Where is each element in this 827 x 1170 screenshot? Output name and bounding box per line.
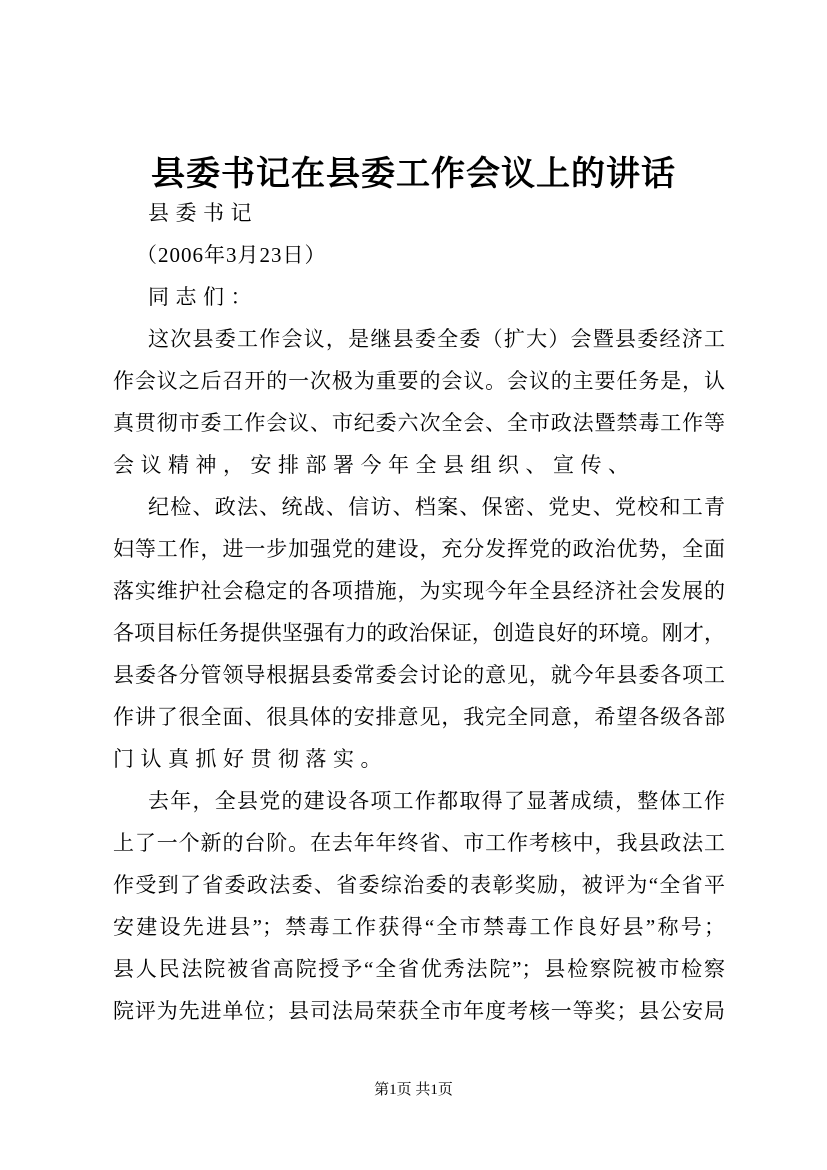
paragraph-line: 作讲了很全面、很具体的安排意见，我完全同意，希望各级各部 — [113, 705, 725, 729]
paragraph-line: 纪检、政法、统战、信访、档案、保密、党史、党校和工青 — [148, 495, 725, 519]
document-title: 县委书记在县委工作会议上的讲话 — [151, 156, 676, 193]
paragraph-line: 落实维护社会稳定的各项措施，为实现今年全县经济社会发展的 — [113, 579, 725, 603]
paragraph-line: 各项目标任务提供坚强有力的政治保证，创造良好的环境。刚才， — [113, 621, 725, 645]
author-line: 县委书记 — [148, 201, 258, 225]
paragraph-line: 县人民法院被省高院授予“全省优秀法院”；县检察院被市检察 — [113, 957, 725, 981]
paragraph-line: 作受到了省委政法委、省委综治委的表彰奖励，被评为“全省平 — [113, 873, 725, 897]
paragraph-line: 院评为先进单位；县司法局荣获全市年度考核一等奖；县公安局 — [113, 999, 725, 1023]
paragraph-line: 妇等工作，进一步加强党的建设，充分发挥党的政治优势，全面 — [113, 537, 725, 561]
paragraph-line: 安建设先进县”；禁毒工作获得“全市禁毒工作良好县”称号； — [113, 915, 725, 939]
paragraph-line: 会议精神，安排部署今年全县组织、宣传、 — [113, 453, 636, 477]
paragraph-line: 门认真抓好贯彻落实。 — [113, 747, 388, 771]
paragraph-line: 这次县委工作会议，是继县委全委（扩大）会暨县委经济工 — [148, 327, 725, 351]
paragraph-line: 县委各分管领导根据县委常委会讨论的意见，就今年县委各项工 — [113, 663, 725, 687]
date-line: （2006年3月23日） — [136, 243, 327, 267]
paragraph-line: 上了一个新的台阶。在去年年终省、市工作考核中，我县政法工 — [113, 831, 725, 855]
paragraph-line: 去年，全县党的建设各项工作都取得了显著成绩，整体工作 — [148, 789, 725, 813]
paragraph-line: 作会议之后召开的一次极为重要的会议。会议的主要任务是，认 — [113, 369, 725, 393]
paragraph-line: 真贯彻市委工作会议、市纪委六次全会、全市政法暨禁毒工作等 — [113, 411, 725, 435]
page-footer: 第1页 共1页 — [374, 1082, 453, 1098]
salutation: 同志们： — [148, 285, 258, 309]
